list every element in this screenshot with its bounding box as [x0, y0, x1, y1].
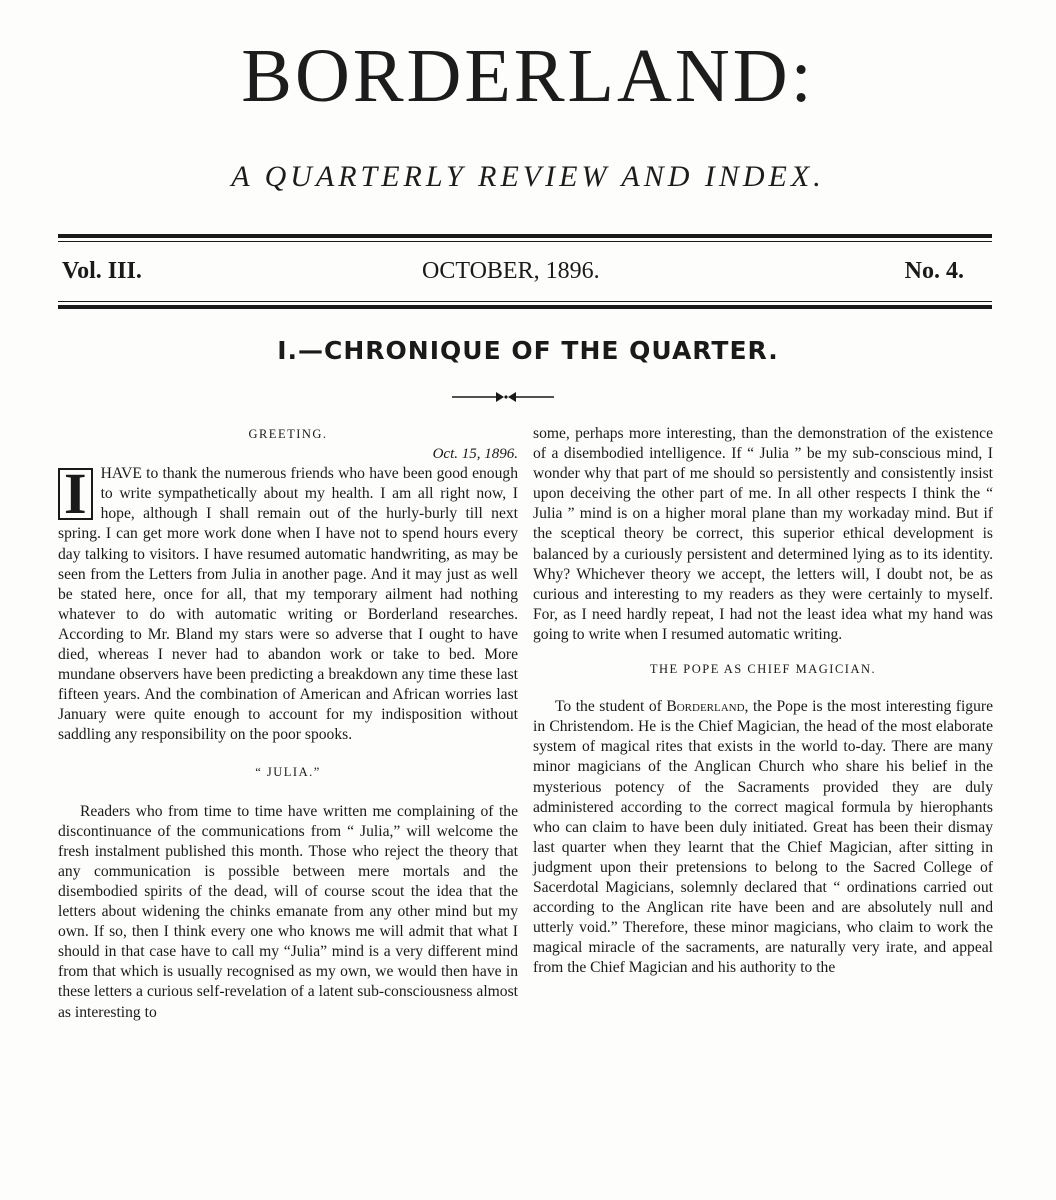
dateline: Oct. 15, 1896.	[432, 446, 518, 463]
heading-pope: THE POPE AS CHIEF MAGICIAN.	[649, 662, 877, 677]
masthead-title: BORDERLAND:	[241, 34, 815, 118]
right-column	[533, 424, 993, 978]
continued-paragraph: some, perhaps more interesting, than the demonstration of the existence of a disembodied intelligence. If “ Julia ” be my sub-conscious mind, I wonder why that part of me should so persistently and consistently insist upon deceiving the other part of me. In all other respects I think the “ Julia ” mind is on a higher moral plane than my workaday mind. But if the sceptical theory be correct, this superior ethical development is balanced by a curiously persistent and determined lying as to its identity. Why? Whichever theory we accept, the letters will, I doubt not, be as curious and interesting to my readers as they were certainly to myself. For, as I need hardly repeat, I had not the least idea what my hand was going to write when I resumed automatic writing.	[533, 425, 993, 643]
left-column	[58, 424, 518, 1023]
heading-greeting: GREETING.	[248, 427, 328, 441]
ornament-divider-icon	[448, 388, 558, 406]
issue-info-row	[62, 258, 964, 292]
volume-label: Vol. III.	[62, 258, 142, 284]
masthead-subtitle: A QUARTERLY REVIEW AND INDEX.	[231, 160, 825, 193]
drop-cap: I	[58, 468, 93, 520]
pope-text-before: To the student of	[555, 698, 667, 716]
bottom-rule-thin	[58, 301, 992, 302]
pope-text-after: , the Pope is the most interesting figure in Christendom. He is the Chief Magician, the head of the most elaborate system of magical rites that exists in the world to-day. There are many minor magicians of the Anglican Church who share his belief in the mysterious potency of the Sacraments provided they are duly administered according to the correct magical formula by hierophants who can claim to have been duly initiated. Great has been their dismay last quarter when they learnt that the Chief Magician, after sitting in judgment upon their pretensions to belong to the Sacred College of Sacerdotal Magicians, solemnly declared that “ ordinations carried out according to the Anglican rite have been and are absolutely null and utterly void.” Therefore, these minor magicians, who claim to work the magical miracle of the sacraments, are naturally very irate, and appeal from the Chief Magician and his authority to the	[533, 698, 993, 977]
issue-number: No. 4.	[904, 258, 964, 284]
bottom-rule-thick	[58, 305, 992, 309]
issue-date: OCTOBER, 1896.	[422, 258, 600, 284]
section-title: I.—CHRONIQUE OF THE QUARTER.	[277, 336, 779, 365]
top-rule-thick	[58, 234, 992, 238]
greeting-paragraph	[58, 461, 518, 745]
borderland-smallcaps: Borderland	[666, 698, 745, 716]
greeting-text: HAVE to thank the numerous friends who have been good enough to write sympathetically about my health. I am all right now, I hope, although I shall remain out of the hurly-burly till next spring. I can get more work done when I have not to spend hours every day talking to visitors. I have resumed automatic handwriting, as may be seen from the Letters from Julia in another page. And it may just as well be stated here, once for all, that my temporary ailment had nothing whatever to do with automatic writing or Borderland researches. According to Mr. Bland my stars were so adverse that I ought to have died, whereas I never had to abandon work or take to bed. More mundane observers have been predicting a breakdown any time these last fifteen years. And the combination of American and African worries last January were quite enough to account for my indisposition without saddling any responsibility on the poor spooks.	[58, 465, 518, 744]
julia-paragraph: Readers who from time to time have written me complaining of the discontinuance of the communications from “ Julia,” will welcome the fresh instalment published this month. Those who reject the theory that any communication is possible between mere mortals and the disembodied spirits of the dead, will of course scout the idea that the letters about widening the chinks emanate from any other mind but my own. If so, then I think every one who knows me will admit that what I should in that case have to call my “Julia” mind is a very different mind from that which is usually recognised as my own, we would then have in these letters a curious self-revelation of a latent sub-consciousness almost as interesting to	[58, 802, 518, 1021]
pope-paragraph	[533, 697, 993, 978]
heading-julia: “ JULIA.”	[255, 764, 321, 779]
top-rule-thin	[58, 241, 992, 242]
